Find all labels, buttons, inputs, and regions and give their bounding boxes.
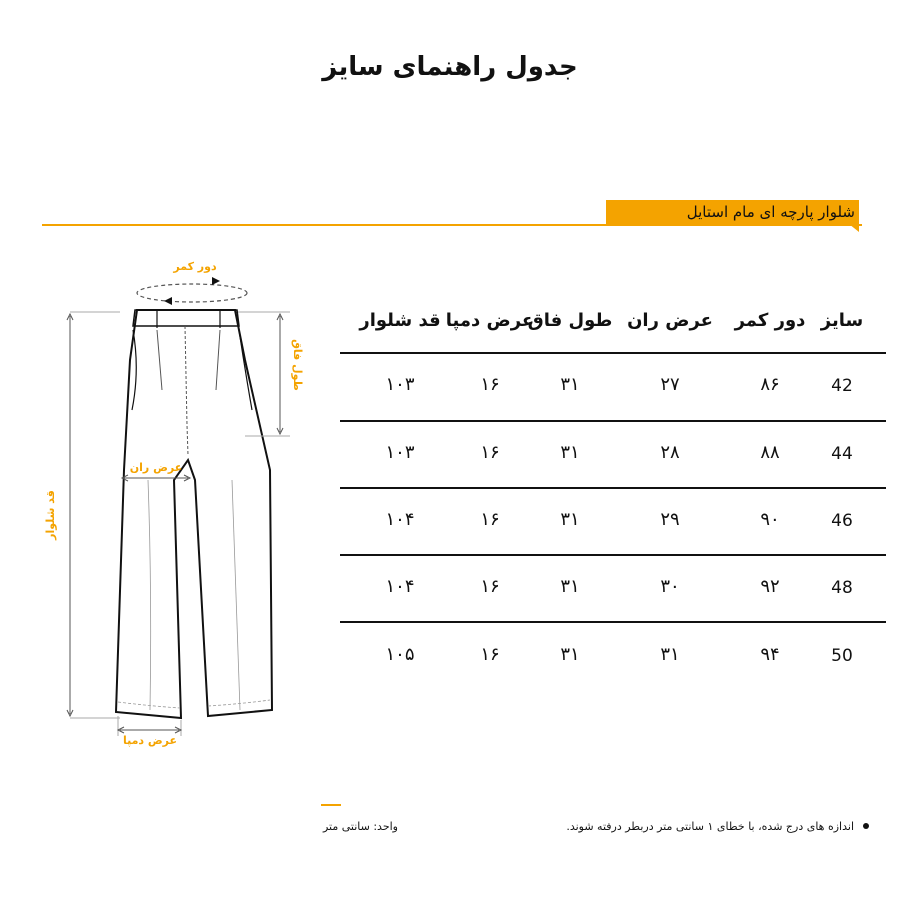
header-size: سایز xyxy=(820,310,864,331)
waist-ellipse xyxy=(137,284,247,302)
header-line xyxy=(42,224,862,226)
rise-label: طول فاق xyxy=(291,339,304,391)
row-divider xyxy=(340,554,886,556)
cell-thigh: ۳۱ xyxy=(660,644,680,665)
cell-length: ۱۰۴ xyxy=(385,509,415,530)
pleat-left xyxy=(157,330,162,390)
waistband xyxy=(133,310,239,326)
unit-note: واحد: سانتی متر xyxy=(322,820,398,833)
page-title: جدول راهنمای سایز xyxy=(322,52,578,82)
cell-waist: ۸۶ xyxy=(760,374,780,395)
header-hem: عرض دمپا xyxy=(445,310,535,331)
cell-rise: ۳۱ xyxy=(560,644,580,665)
waist-arrow-left xyxy=(164,297,172,305)
cell-thigh: ۲۹ xyxy=(660,509,680,530)
header-length: قد شلوار xyxy=(359,310,441,331)
crease-left xyxy=(148,480,151,710)
cell-size: 44 xyxy=(831,444,853,464)
cell-size: 48 xyxy=(831,578,853,598)
hem-label: عرض دمپا xyxy=(122,734,178,747)
pleat-right xyxy=(216,330,220,390)
cell-waist: ۹۴ xyxy=(760,644,780,665)
cell-length: ۱۰۳ xyxy=(385,442,415,463)
tolerance-note: اندازه های درج شده، با خطای ۱ سانتی متر دربطر درفته شوند. xyxy=(566,820,854,833)
cell-rise: ۳۱ xyxy=(560,576,580,597)
cell-size: 50 xyxy=(831,646,853,666)
footer-accent xyxy=(321,804,341,806)
cell-size: 46 xyxy=(831,511,853,531)
fly xyxy=(185,326,188,455)
row-divider xyxy=(340,420,886,422)
cell-thigh: ۲۸ xyxy=(660,442,680,463)
cell-hem: ۱۶ xyxy=(480,644,500,665)
table-header-row xyxy=(340,300,886,352)
cell-size: 42 xyxy=(831,376,853,396)
thigh-label: عرض ران xyxy=(129,461,183,474)
header-thigh: عرض ران xyxy=(627,310,713,331)
cell-waist: ۹۰ xyxy=(760,509,780,530)
pants-outline xyxy=(116,310,272,718)
crease-right xyxy=(232,480,240,710)
waist-arrow-right xyxy=(212,277,220,285)
cell-hem: ۱۶ xyxy=(480,374,500,395)
header-rise: طول فاق xyxy=(527,310,613,331)
row-divider xyxy=(340,621,886,623)
pants-diagram xyxy=(40,250,310,760)
cell-waist: ۸۸ xyxy=(760,442,780,463)
cell-thigh: ۲۷ xyxy=(660,374,680,395)
cell-length: ۱۰۵ xyxy=(385,644,415,665)
cell-rise: ۳۱ xyxy=(560,442,580,463)
length-label: قد شلوار xyxy=(44,490,57,540)
hem-left xyxy=(118,702,180,708)
header-waist: دور کمر xyxy=(734,310,806,331)
cell-waist: ۹۲ xyxy=(760,576,780,597)
hem-right xyxy=(208,700,270,706)
waist-label: دور کمر xyxy=(173,260,217,273)
product-tab: شلوار پارچه ای مام استایل xyxy=(606,200,859,224)
cell-thigh: ۳۰ xyxy=(660,576,680,597)
row-divider xyxy=(340,352,886,354)
cell-rise: ۳۱ xyxy=(560,509,580,530)
cell-rise: ۳۱ xyxy=(560,374,580,395)
cell-length: ۱۰۳ xyxy=(385,374,415,395)
cell-hem: ۱۶ xyxy=(480,576,500,597)
cell-length: ۱۰۴ xyxy=(385,576,415,597)
pocket-right xyxy=(239,330,252,410)
cell-hem: ۱۶ xyxy=(480,442,500,463)
row-divider xyxy=(340,487,886,489)
cell-hem: ۱۶ xyxy=(480,509,500,530)
